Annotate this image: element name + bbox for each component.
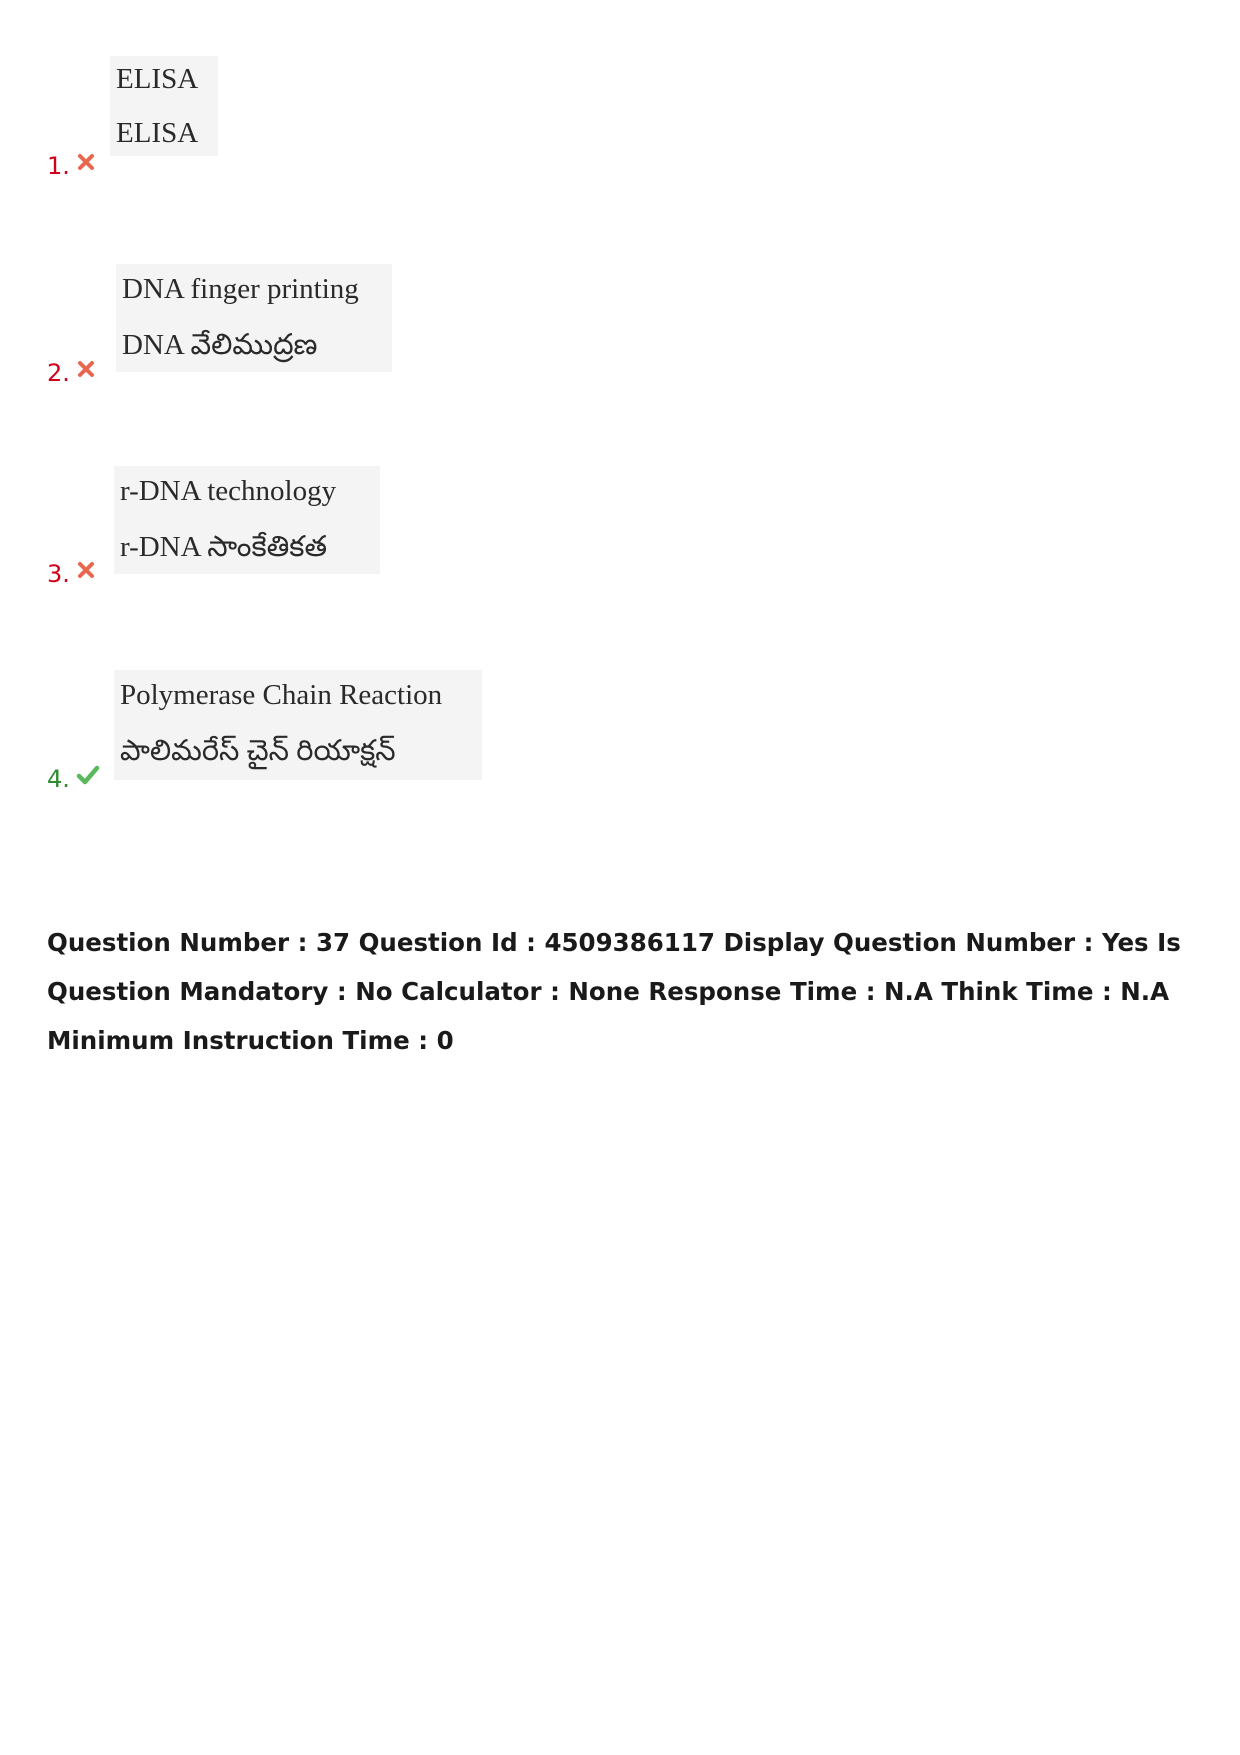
option-1-image	[110, 56, 218, 156]
check-icon	[76, 764, 100, 786]
option-1-number: 1.	[47, 152, 70, 180]
option-1-telugu: ELISA	[116, 117, 199, 149]
option-3-telugu: r-DNA సాంకేతికత	[120, 531, 328, 563]
option-2-number: 2.	[47, 359, 70, 387]
option-1-english: ELISA	[116, 63, 199, 95]
option-3-english: r-DNA technology	[120, 475, 337, 507]
cross-icon	[76, 359, 96, 379]
option-4-english: Polymerase Chain Reaction	[120, 679, 443, 711]
option-3-image	[114, 466, 380, 574]
cross-icon	[76, 152, 96, 172]
option-2-telugu: DNA వేలిముద్రణ	[122, 329, 318, 361]
option-3-number: 3.	[47, 560, 70, 588]
option-4-number: 4.	[47, 765, 70, 793]
cross-icon	[76, 560, 96, 580]
option-4-telugu: పాలిమరేస్ చైన్ రియాక్షన్	[120, 735, 396, 767]
question-meta: Question Number : 37 Question Id : 4509386117 Display Question Number : Yes Is Question Mandatory : No Calculator : None Response Time : N.A Think Time : N.A Minimum Instruction Time : 0	[47, 928, 1181, 1055]
option-4-image	[114, 670, 482, 780]
option-2-image	[116, 264, 392, 372]
option-2-english: DNA finger printing	[122, 273, 359, 305]
